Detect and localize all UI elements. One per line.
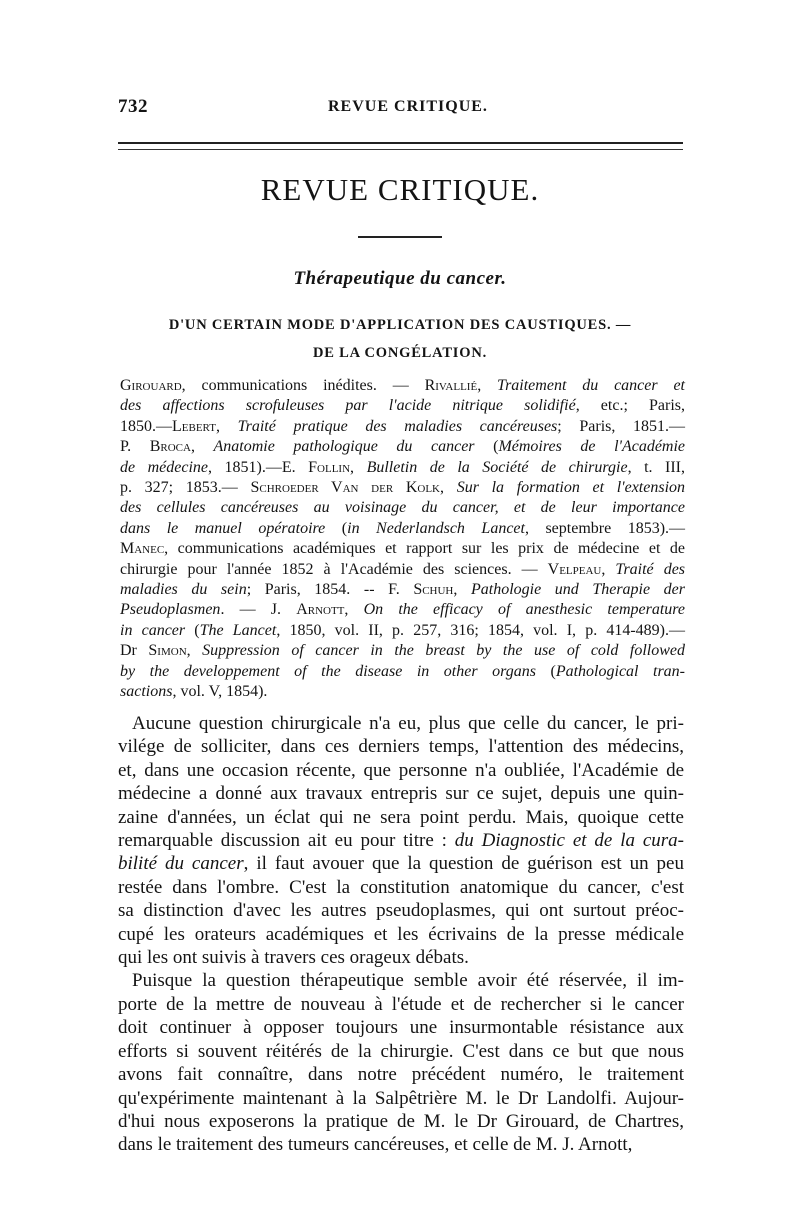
bibliography-line bbox=[120, 498, 685, 518]
author-name: Girouard bbox=[120, 377, 182, 394]
italic-text: Bulletin de la Société de chirurgie bbox=[366, 458, 628, 476]
bibliography-line bbox=[120, 478, 685, 498]
text-run: , 1850, vol. II, p. 257, 316; 1854, vol. I, p. 414-489).— bbox=[276, 621, 685, 639]
italic-text: de médecine bbox=[120, 458, 209, 476]
text-run: ( bbox=[185, 621, 200, 639]
text-run: doit continuer à opposer toujours une insurmontable résistance aux bbox=[118, 1017, 684, 1039]
bibliography-line bbox=[120, 621, 685, 641]
author-name: Velpeau bbox=[547, 560, 602, 578]
italic-text: Pathological tran- bbox=[555, 662, 686, 680]
body-line bbox=[118, 1063, 684, 1086]
text-run: médecine a donné aux travaux entrepris sur ce sujet, depuis une quin- bbox=[118, 783, 684, 805]
body-line bbox=[118, 712, 684, 735]
text-run: , bbox=[453, 581, 471, 599]
bibliography-line bbox=[120, 458, 685, 478]
text-run: qu'expérimente maintenant à la Salpêtrière M. le Dr Landolfi. Aujour- bbox=[118, 1087, 684, 1109]
text-run: , bbox=[350, 458, 367, 476]
text-run: ; Paris, 1851.— bbox=[557, 417, 685, 435]
text-run: , bbox=[477, 377, 498, 394]
italic-text: by the developpement of the disease in other organs bbox=[120, 662, 536, 680]
text-run: , bbox=[344, 601, 364, 619]
bibliography-line bbox=[120, 641, 685, 661]
text-run: avons fait connaître, dans notre précédent numéro, le traitement bbox=[118, 1064, 684, 1086]
text-run: d'hui nous exposerons la pratique de M. le Dr Girouard, de Chartres, bbox=[118, 1110, 684, 1132]
body-line bbox=[118, 759, 684, 782]
italic-text: Suppression of cancer in the breast by the use of cold followed bbox=[202, 642, 685, 660]
body-line bbox=[118, 969, 684, 992]
body-line bbox=[118, 1016, 684, 1039]
italic-text: The Lancet bbox=[199, 621, 277, 639]
header-rule bbox=[118, 142, 683, 150]
author-name: Arnott bbox=[296, 601, 345, 619]
text-run: P. bbox=[120, 438, 150, 456]
bibliography-line bbox=[120, 580, 685, 600]
italic-text: Traitement du cancer et bbox=[497, 377, 685, 394]
italic-text: Anatomie pathologique du cancer bbox=[213, 438, 475, 456]
text-run: vilége de solliciter, dans ces derniers temps, l'attention des médecins, bbox=[118, 736, 684, 758]
bibliography-line bbox=[120, 519, 685, 539]
text-run: , bbox=[190, 438, 214, 456]
bibliography-line bbox=[120, 539, 685, 559]
italic-text: du Diagnostic et de la cura- bbox=[454, 830, 684, 852]
article-title: Thérapeutique du cancer. bbox=[293, 268, 507, 289]
text-run: , communications académiques et rapport sur les prix de médecine et de bbox=[164, 540, 685, 558]
body-line bbox=[118, 1110, 684, 1133]
italic-text: des cellules cancéreuses au voisinage du cancer, et de leur importance bbox=[120, 499, 685, 517]
text-run: Aucune question chirurgicale n'a eu, plus que celle du cancer, le pri- bbox=[132, 713, 684, 734]
body-line bbox=[118, 946, 684, 969]
text-run: zaine d'années, un éclat qui ne sera point perdu. Mais, quoique cette bbox=[118, 806, 684, 828]
text-run: , t. III, bbox=[627, 458, 686, 476]
author-name: Broca bbox=[149, 438, 191, 456]
running-head: REVUE CRITIQUE. bbox=[328, 98, 488, 115]
body-line bbox=[118, 1040, 684, 1063]
section-title: REVUE CRITIQUE. bbox=[260, 172, 540, 207]
body-line bbox=[118, 1133, 684, 1156]
italic-text: in cancer bbox=[120, 621, 186, 639]
body-line bbox=[118, 806, 684, 829]
text-run: , bbox=[215, 417, 238, 435]
body-line bbox=[118, 923, 684, 946]
italic-text: Traité des bbox=[615, 560, 686, 578]
text-run: , vol. V, 1854). bbox=[172, 683, 268, 701]
italic-text: maladies du sein bbox=[120, 581, 247, 599]
author-name: Manec bbox=[120, 540, 165, 558]
body-line bbox=[118, 782, 684, 805]
italic-text: dans le manuel opératoire bbox=[120, 519, 326, 537]
text-run: Dr bbox=[120, 642, 149, 660]
bibliography-line bbox=[120, 600, 685, 620]
text-run: , bbox=[186, 642, 203, 660]
text-run: qui les ont suivis à travers ces orageux débats. bbox=[118, 947, 469, 969]
text-run: porte de la mettre de nouveau à l'étude et de rechercher si le cancer bbox=[118, 993, 684, 1015]
article-subtitle-line: D'UN CERTAIN MODE D'APPLICATION DES CAUSTIQUES. — bbox=[168, 317, 632, 333]
italic-text: sactions bbox=[120, 683, 173, 701]
text-run: 1850.— bbox=[120, 417, 172, 435]
bibliography-line bbox=[120, 417, 685, 437]
italic-text: Pathologie und Therapie der bbox=[470, 581, 686, 599]
bibliography bbox=[120, 376, 685, 703]
text-run: restée dans l'ombre. C'est la constitution anatomique du cancer, c'est bbox=[118, 876, 684, 898]
author-name: Simon bbox=[148, 642, 187, 660]
text-run: , bbox=[601, 560, 616, 578]
text-run: dans le traitement des tumeurs cancéreuses, et celle de M. J. Arnott, bbox=[118, 1134, 633, 1156]
text-run: cupé les orateurs académiques et les écrivains de la presse médicale bbox=[118, 923, 684, 945]
body-text bbox=[118, 712, 684, 1157]
text-run: Puisque la question thérapeutique semble avoir été réservée, il im- bbox=[132, 970, 684, 992]
text-run: p. 327; 1853.— bbox=[120, 479, 251, 497]
bibliography-line bbox=[120, 560, 685, 580]
body-line bbox=[118, 829, 684, 852]
bibliography-line bbox=[120, 437, 685, 457]
author-name: Follin bbox=[308, 458, 351, 476]
bibliography-line bbox=[120, 396, 685, 416]
italic-text: des affections scrofuleuses par l'acide nitrique solidifié bbox=[120, 397, 576, 415]
text-run: remarquable discussion ait eu pour titre : bbox=[118, 830, 455, 852]
article-subtitle-line: DE LA CONGÉLATION. bbox=[312, 345, 488, 361]
italic-text: Sur la formation et l'extension bbox=[456, 479, 686, 497]
body-line bbox=[118, 993, 684, 1016]
text-run: , septembre 1853).— bbox=[524, 519, 686, 537]
italic-text: On the efficacy of anesthesic temperature bbox=[363, 601, 686, 619]
body-line bbox=[118, 876, 684, 899]
author-name: Lebert bbox=[172, 417, 216, 435]
title-divider bbox=[358, 236, 442, 238]
text-run: . — J. bbox=[220, 601, 297, 619]
bibliography-line bbox=[120, 662, 685, 682]
text-run: chirurgie pour l'année 1852 à l'Académie des sciences. — bbox=[120, 560, 548, 578]
page-number: 732 bbox=[118, 96, 148, 117]
author-name: Rivallié bbox=[424, 377, 478, 394]
author-name: Schuh bbox=[413, 581, 454, 599]
text-run: , bbox=[440, 479, 457, 497]
text-run: , communications inédites. — bbox=[181, 377, 425, 394]
text-run: et, dans une occasion récente, que personne n'a oubliée, l'Académie de bbox=[118, 759, 684, 781]
page-header bbox=[118, 96, 683, 126]
bibliography-line bbox=[120, 682, 685, 702]
text-run: efforts si souvent réitérés de la chirurgie. C'est dans ce but que nous bbox=[118, 1040, 684, 1062]
italic-text: Mémoires de l'Académie bbox=[498, 438, 686, 456]
italic-text: in Nederlandsch Lancet bbox=[347, 519, 525, 537]
text-run: ( bbox=[474, 438, 499, 456]
author-name: Schroeder Van der Kolk bbox=[250, 479, 441, 497]
text-run: , etc.; Paris, bbox=[575, 397, 686, 415]
text-run: sa distinction d'avec les autres pseudoplasmes, qui ont surtout préoc- bbox=[118, 900, 684, 922]
bibliography-line bbox=[120, 376, 685, 396]
body-line bbox=[118, 1087, 684, 1110]
text-run: ; Paris, 1854. -- F. bbox=[246, 581, 414, 599]
text-run: , 1851).—E. bbox=[208, 458, 309, 476]
body-line bbox=[118, 852, 684, 875]
italic-text: bilité du cancer bbox=[118, 853, 244, 875]
text-run: ( bbox=[325, 519, 348, 537]
text-run: , il faut avouer que la question de guérison est un peu bbox=[243, 853, 684, 875]
text-run: ( bbox=[535, 662, 556, 680]
italic-text: Pseudoplasmen bbox=[120, 601, 221, 619]
body-line bbox=[118, 899, 684, 922]
body-line bbox=[118, 735, 684, 758]
italic-text: Traité pratique des maladies cancéreuses bbox=[237, 417, 558, 435]
